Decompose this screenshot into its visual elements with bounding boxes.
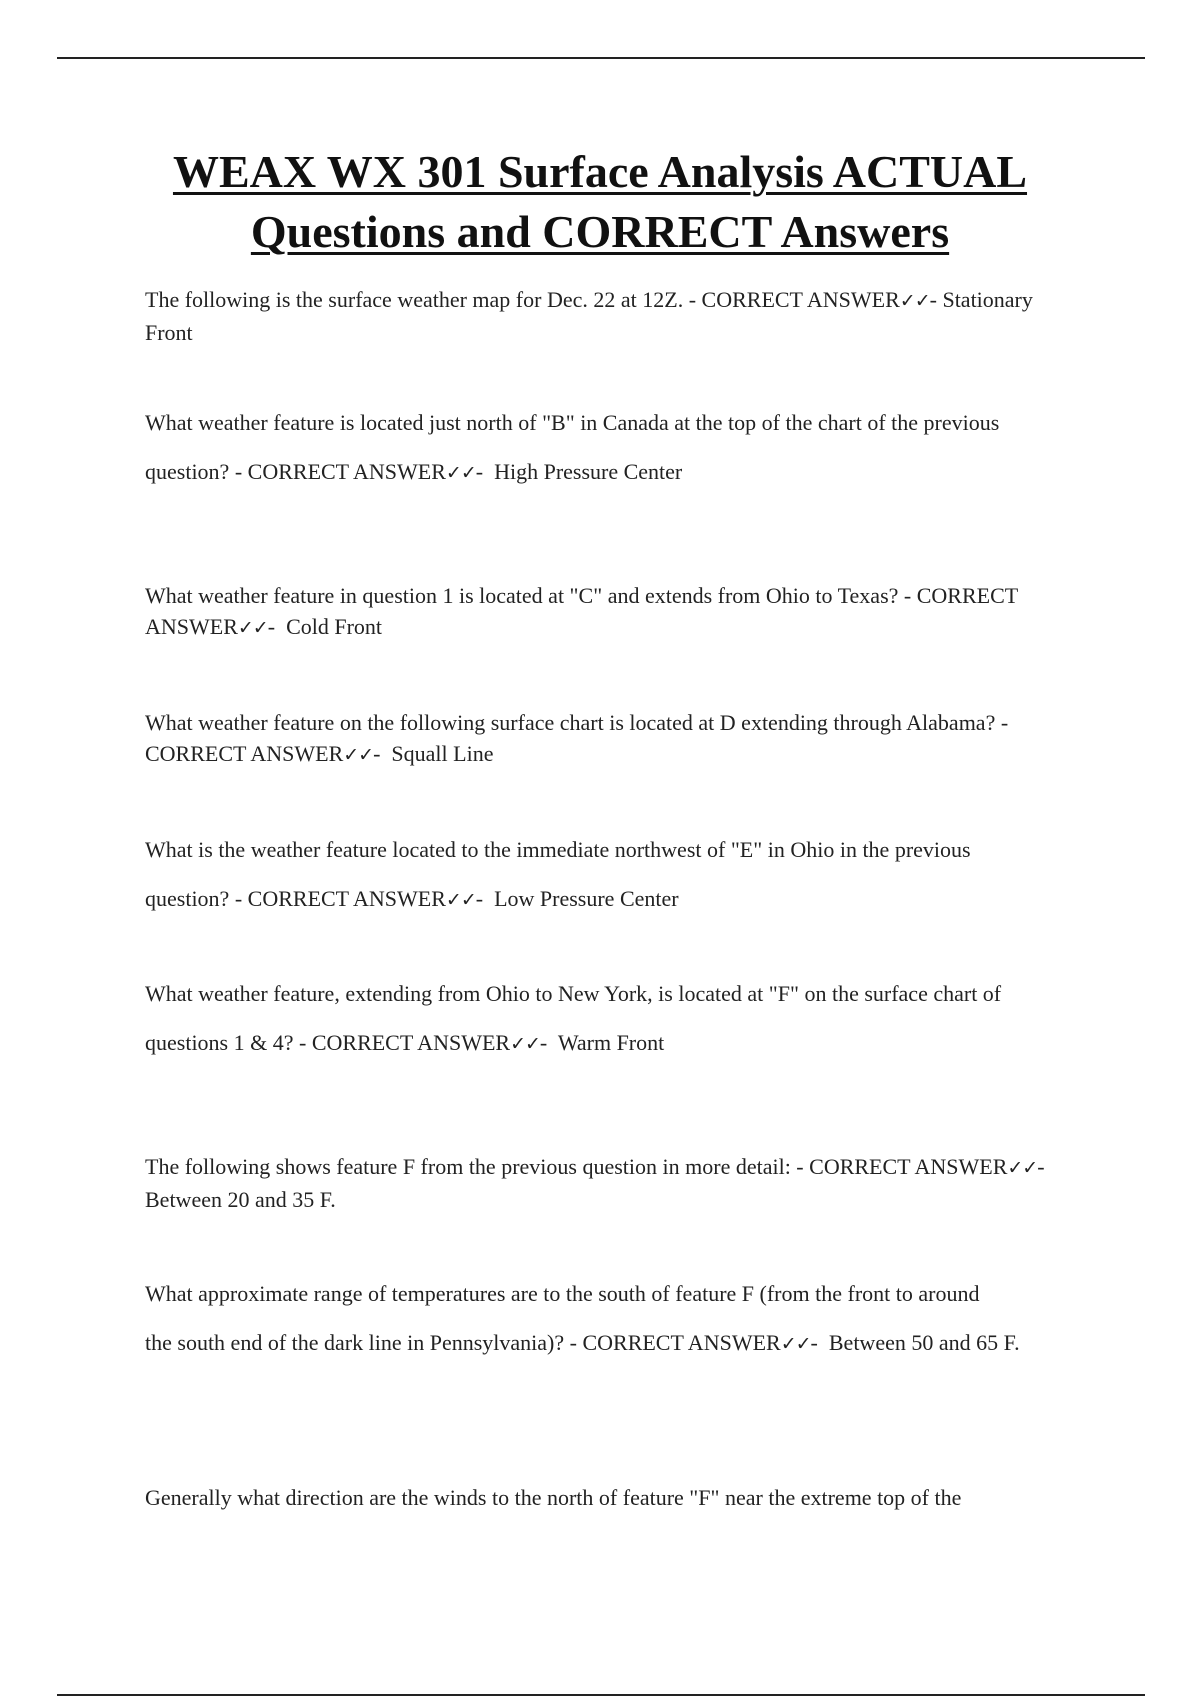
qa-item-5 (145, 834, 1070, 916)
answer-marker: CORRECT ANSWER (809, 1154, 1008, 1179)
question-continuation: question? - CORRECT ANSWER✓✓- Low Pressure Center (145, 886, 679, 911)
check-icon: ✓✓ (510, 1033, 540, 1055)
question-continuation: question? - CORRECT ANSWER✓✓- High Pressure Center (145, 459, 683, 484)
qa-item-4 (145, 707, 1070, 771)
qa-item-6 (145, 978, 1070, 1060)
qa-item-9 (145, 1482, 1070, 1513)
question-text: The following is the surface weather map for Dec. 22 at 12Z. - CORRECT ANSWER✓✓- Stationary Front (145, 287, 1033, 345)
answer-marker: CORRECT ANSWER (247, 459, 446, 484)
answer-text: High Pressure Center (494, 459, 683, 484)
qa-item-2 (145, 407, 1070, 489)
question-text: What weather feature is located just north of "B" in Canada at the top of the chart of the previous (145, 410, 1000, 435)
question-continuation: questions 1 & 4? - CORRECT ANSWER✓✓- Warm Front (145, 1030, 665, 1055)
question-text: What weather feature on the following surface chart is located at D extending through Alabama? - CORRECT ANSWER✓✓- Squall Line (145, 710, 1009, 766)
answer-text: Stationary Front (145, 287, 1033, 345)
check-icon: ✓✓ (1007, 1157, 1038, 1179)
answer-marker: CORRECT ANSWER (145, 583, 1018, 639)
question-text: Generally what direction are the winds to the north of feature "F" near the extreme top of the (145, 1485, 962, 1510)
check-icon: ✓✓ (445, 462, 476, 484)
title-line-1: WEAX WX 301 Surface Analysis ACTUAL (172, 146, 1028, 197)
question-text: What weather feature in question 1 is located at "C" and extends from Ohio to Texas? - CORRECT ANSWER✓✓- Cold Front (145, 583, 1018, 639)
question-text: What is the weather feature located to the immediate northwest of "E" in Ohio in the previous (145, 837, 971, 862)
question-text: What approximate range of temperatures are to the south of feature F (from the front to around (145, 1281, 980, 1306)
check-icon: ✓✓ (237, 617, 268, 639)
answer-text: Low Pressure Center (494, 886, 679, 911)
question-text: The following shows feature F from the previous question in more detail: - CORRECT ANSWER✓✓- Between 20 and 35 F. (145, 1154, 1051, 1212)
top-rule (57, 57, 1145, 59)
question-continuation: the south end of the dark line in Pennsylvania)? - CORRECT ANSWER✓✓- Between 50 and 65 F. (145, 1330, 1020, 1355)
title-line-2: Questions and CORRECT Answers (250, 206, 950, 257)
answer-marker: CORRECT ANSWER (247, 886, 446, 911)
qa-item-8 (145, 1278, 1070, 1360)
answer-marker: CORRECT ANSWER (311, 1030, 511, 1055)
qa-item-1 (145, 284, 1070, 348)
answer-text: Squall Line (391, 741, 494, 766)
answer-text: Cold Front (286, 614, 383, 639)
check-icon: ✓✓ (445, 889, 476, 911)
qa-item-7 (145, 1151, 1070, 1215)
answer-text: Warm Front (557, 1030, 665, 1055)
bottom-rule (57, 1694, 1145, 1696)
answer-text: Between 20 and 35 F. (145, 1187, 336, 1212)
check-icon: ✓✓ (899, 290, 930, 312)
page-title (130, 142, 1070, 262)
check-icon: ✓✓ (780, 1333, 811, 1355)
answer-marker: CORRECT ANSWER (701, 287, 900, 312)
answer-text: Between 50 and 65 F. (828, 1330, 1020, 1355)
answer-marker: CORRECT ANSWER (145, 741, 344, 766)
qa-item-3 (145, 580, 1070, 644)
question-text: What weather feature, extending from Ohio to New York, is located at "F" on the surface chart of (145, 981, 1002, 1006)
answer-marker: CORRECT ANSWER (582, 1330, 781, 1355)
check-icon: ✓✓ (343, 744, 374, 766)
